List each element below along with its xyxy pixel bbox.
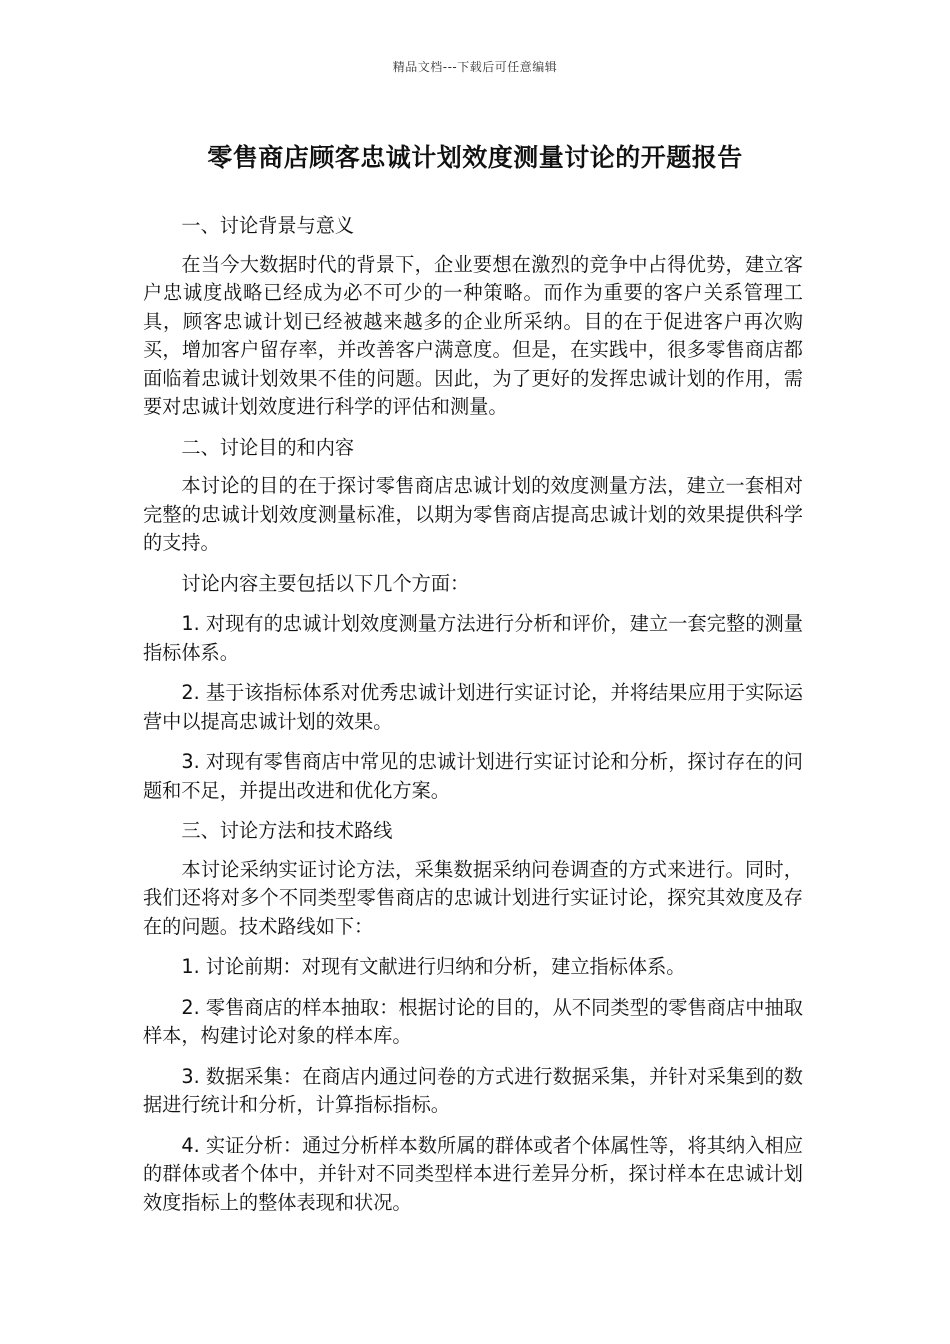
list-item-route-4: 4. 实证分析：通过分析样本数所属的群体或者个体属性等，将其纳入相应的群体或者个体中，并针对不同类型样本进行差异分析，探讨样本在忠诚计划效度指标上的整体表现和状况。 — [143, 1133, 803, 1214]
section-heading-purpose: 二、讨论目的和内容 — [181, 435, 355, 459]
header-note: 精品文档---下载后可任意编辑 — [392, 60, 558, 74]
list-item-route-3: 3. 数据采集：在商店内通过问卷的方式进行数据采集，并针对采集到的数据进行统计和分析，计算指标指标。 — [143, 1064, 803, 1116]
paragraph-content-intro: 讨论内容主要包括以下几个方面： — [181, 571, 470, 595]
list-item-route-1: 1. 讨论前期：对现有文献进行归纳和分析，建立指标体系。 — [181, 955, 686, 978]
paragraph-method: 本讨论采纳实证讨论方法，采集数据采纳问卷调查的方式来进行。同时，我们还将对多个不同类型零售商店的忠诚计划进行实证讨论，探究其效度及存在的问题。技术路线如下： — [143, 857, 803, 938]
document-body — [143, 212, 803, 1229]
list-item-content-3: 3. 对现有零售商店中常见的忠诚计划进行实证讨论和分析，探讨存在的问题和不足，并提出改进和优化方案。 — [143, 750, 803, 802]
section-heading-background: 一、讨论背景与意义 — [181, 214, 355, 237]
document-title: 零售商店顾客忠诚计划效度测量讨论的开题报告 — [207, 143, 743, 172]
list-item-content-2: 2. 基于该指标体系对优秀忠诚计划进行实证讨论，并将结果应用于实际运营中以提高忠诚计划的效果。 — [143, 681, 803, 733]
list-item-content-1: 1. 对现有的忠诚计划效度测量方法进行分析和评价，建立一套完整的测量指标体系。 — [143, 612, 803, 664]
list-item-route-2: 2. 零售商店的样本抽取：根据讨论的目的，从不同类型的零售商店中抽取样本，构建讨论对象的样本库。 — [143, 995, 803, 1047]
paragraph-background: 在当今大数据时代的背景下，企业要想在激烈的竞争中占得优势，建立客户忠诚度战略已经成为必不可少的一种策略。而作为重要的客户关系管理工具，顾客忠诚计划已经被越来越多的企业所采纳。目的在于促进客户再次购买，增加客户留存率，并改善客户满意度。但是，在实践中，很多零售商店都面临着忠诚计划效果不佳的问题。因此，为了更好的发挥忠诚计划的作用，需要对忠诚计划效度进行科学的评估和测量。 — [143, 252, 803, 418]
paragraph-purpose: 本讨论的目的在于探讨零售商店忠诚计划的效度测量方法，建立一套相对完整的忠诚计划效度测量标准，以期为零售商店提高忠诚计划的效果提供科学的支持。 — [143, 474, 803, 554]
section-heading-method: 三、讨论方法和技术路线 — [181, 819, 393, 842]
